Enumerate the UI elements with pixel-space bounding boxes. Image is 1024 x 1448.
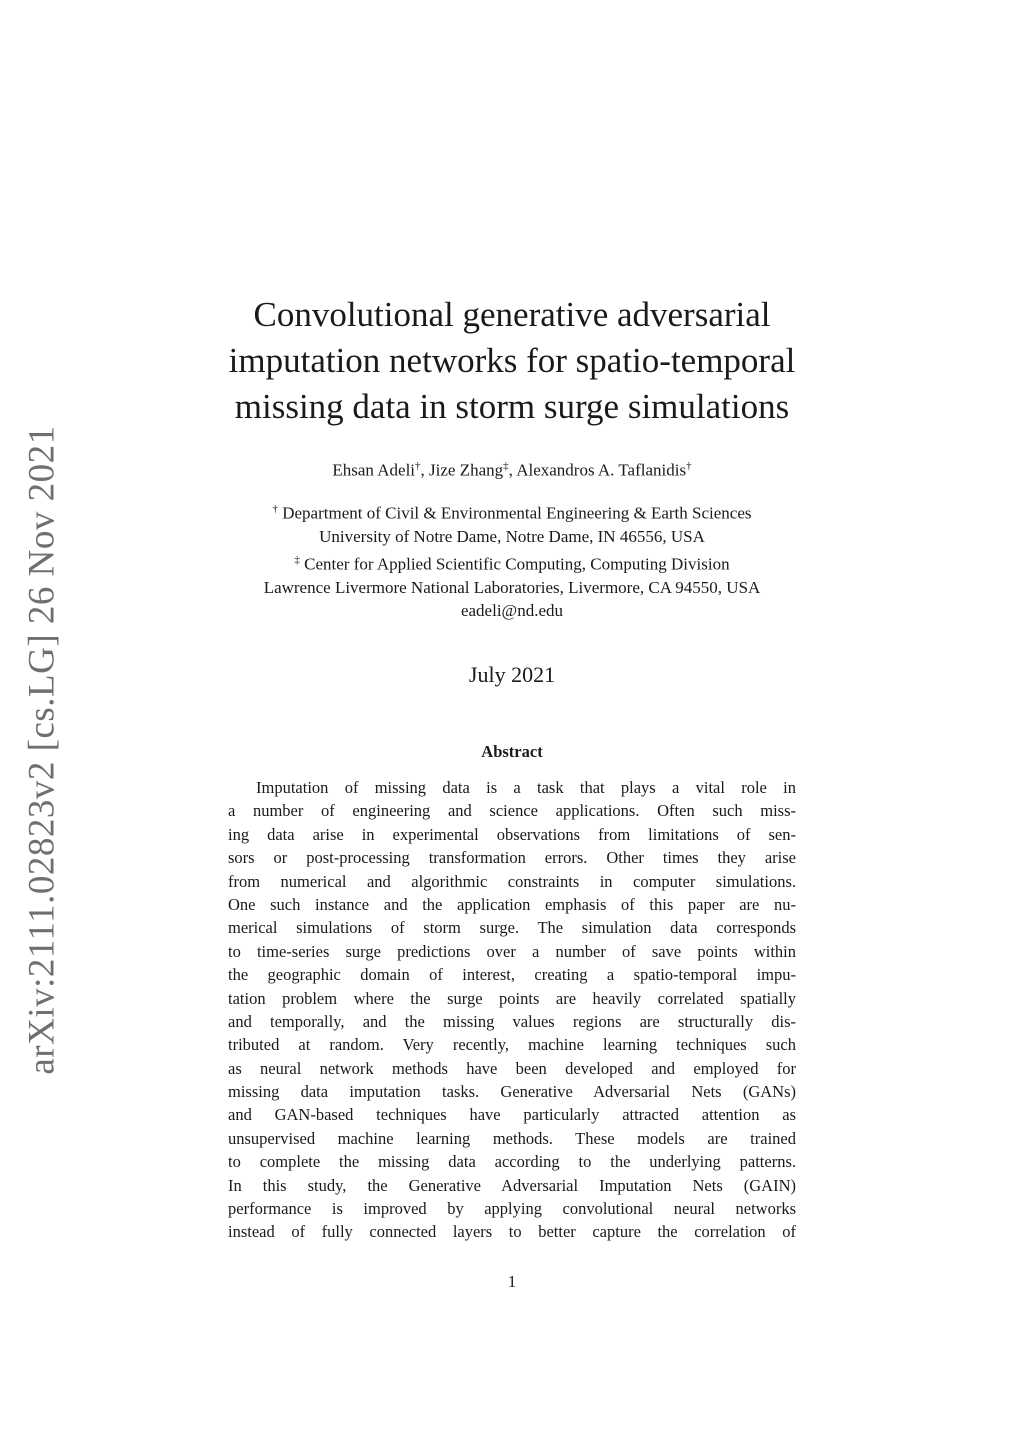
page-number: 1 bbox=[507, 1272, 517, 1291]
publication-date: July 2021 bbox=[468, 662, 556, 687]
title-line: imputation networks for spatio-temporal bbox=[228, 341, 796, 380]
affiliation-mark: † bbox=[272, 503, 278, 515]
affiliation-text: Lawrence Livermore National Laboratories, Livermore, CA 94550, USA bbox=[263, 577, 761, 597]
abstract-body bbox=[228, 776, 796, 1244]
abstract-line: to complete the missing data according to the underlying patterns. bbox=[228, 1152, 796, 1172]
affiliation-mark: ‡ bbox=[294, 553, 300, 566]
affiliation-text: University of Notre Dame, Notre Dame, IN 46556, USA bbox=[319, 527, 705, 547]
affiliation-line bbox=[150, 549, 874, 576]
paper-title bbox=[150, 292, 874, 430]
author-name: Alexandros A. Taflanidis bbox=[516, 460, 687, 480]
abstract-line: tation problem where the surge points are heavily correlated spatially bbox=[228, 988, 796, 1008]
affiliations bbox=[150, 498, 874, 599]
abstract-line: and GAN-based techniques have particularly attracted attention as bbox=[228, 1105, 796, 1125]
abstract-line: One such instance and the application emphasis of this paper are nu- bbox=[228, 894, 796, 914]
abstract-line: merical simulations of storm surge. The simulation data corresponds bbox=[228, 918, 796, 938]
author-name: Jize Zhang bbox=[429, 460, 504, 480]
affiliation-mark: † bbox=[686, 460, 692, 472]
affiliation-line bbox=[150, 525, 874, 549]
abstract-line: a number of engineering and science applications. Often such miss- bbox=[228, 801, 796, 821]
abstract-line: instead of fully connected layers to better capture the correlation of bbox=[228, 1222, 796, 1242]
abstract-line: to time-series surge predictions over a number of save points within bbox=[228, 941, 796, 961]
affiliation-line bbox=[150, 576, 874, 600]
affiliation-mark: ‡ bbox=[503, 460, 509, 472]
author-separator: , bbox=[420, 460, 430, 480]
abstract-line: and temporally, and the missing values regions are structurally dis- bbox=[228, 1011, 796, 1031]
author-name: Ehsan Adeli bbox=[332, 460, 416, 480]
abstract-line: performance is improved by applying convolutional neural networks bbox=[228, 1199, 796, 1219]
title-line: Convolutional generative adversarial bbox=[253, 295, 771, 334]
affiliation-text: Center for Applied Scientific Computing, Computing Division bbox=[299, 554, 730, 574]
affiliation-line bbox=[150, 498, 874, 525]
affiliation-mark: † bbox=[415, 460, 421, 472]
abstract-line: Imputation of missing data is a task that plays a vital role in bbox=[256, 778, 796, 797]
arxiv-identifier-stamp: arXiv:2111.02823v2 [cs.LG] 26 Nov 2021 bbox=[21, 425, 63, 1075]
abstract-line: as neural network methods have been developed and employed for bbox=[228, 1058, 796, 1078]
abstract-line: tributed at random. Very recently, machine learning techniques such bbox=[228, 1035, 796, 1055]
abstract-line: unsupervised machine learning methods. These models are trained bbox=[228, 1128, 796, 1148]
affiliation-text: Department of Civil & Environmental Engineering & Earth Sciences bbox=[277, 503, 752, 523]
abstract-line: the geographic domain of interest, creating a spatio-temporal impu- bbox=[228, 965, 796, 985]
title-line: missing data in storm surge simulations bbox=[234, 387, 790, 426]
abstract-heading: Abstract bbox=[481, 742, 543, 761]
abstract-line: sors or post-processing transformation errors. Other times they arise bbox=[228, 848, 796, 868]
abstract-line: missing data imputation tasks. Generative Adversarial Nets (GANs) bbox=[228, 1082, 796, 1102]
contact-email: eadeli@nd.edu bbox=[460, 601, 564, 620]
abstract-line: from numerical and algorithmic constraints in computer simulations. bbox=[228, 871, 796, 891]
author-list bbox=[150, 454, 874, 483]
author-separator: , bbox=[508, 460, 517, 480]
abstract-line: In this study, the Generative Adversarial Imputation Nets (GAIN) bbox=[228, 1175, 796, 1195]
abstract-line: ing data arise in experimental observations from limitations of sen- bbox=[228, 824, 796, 844]
